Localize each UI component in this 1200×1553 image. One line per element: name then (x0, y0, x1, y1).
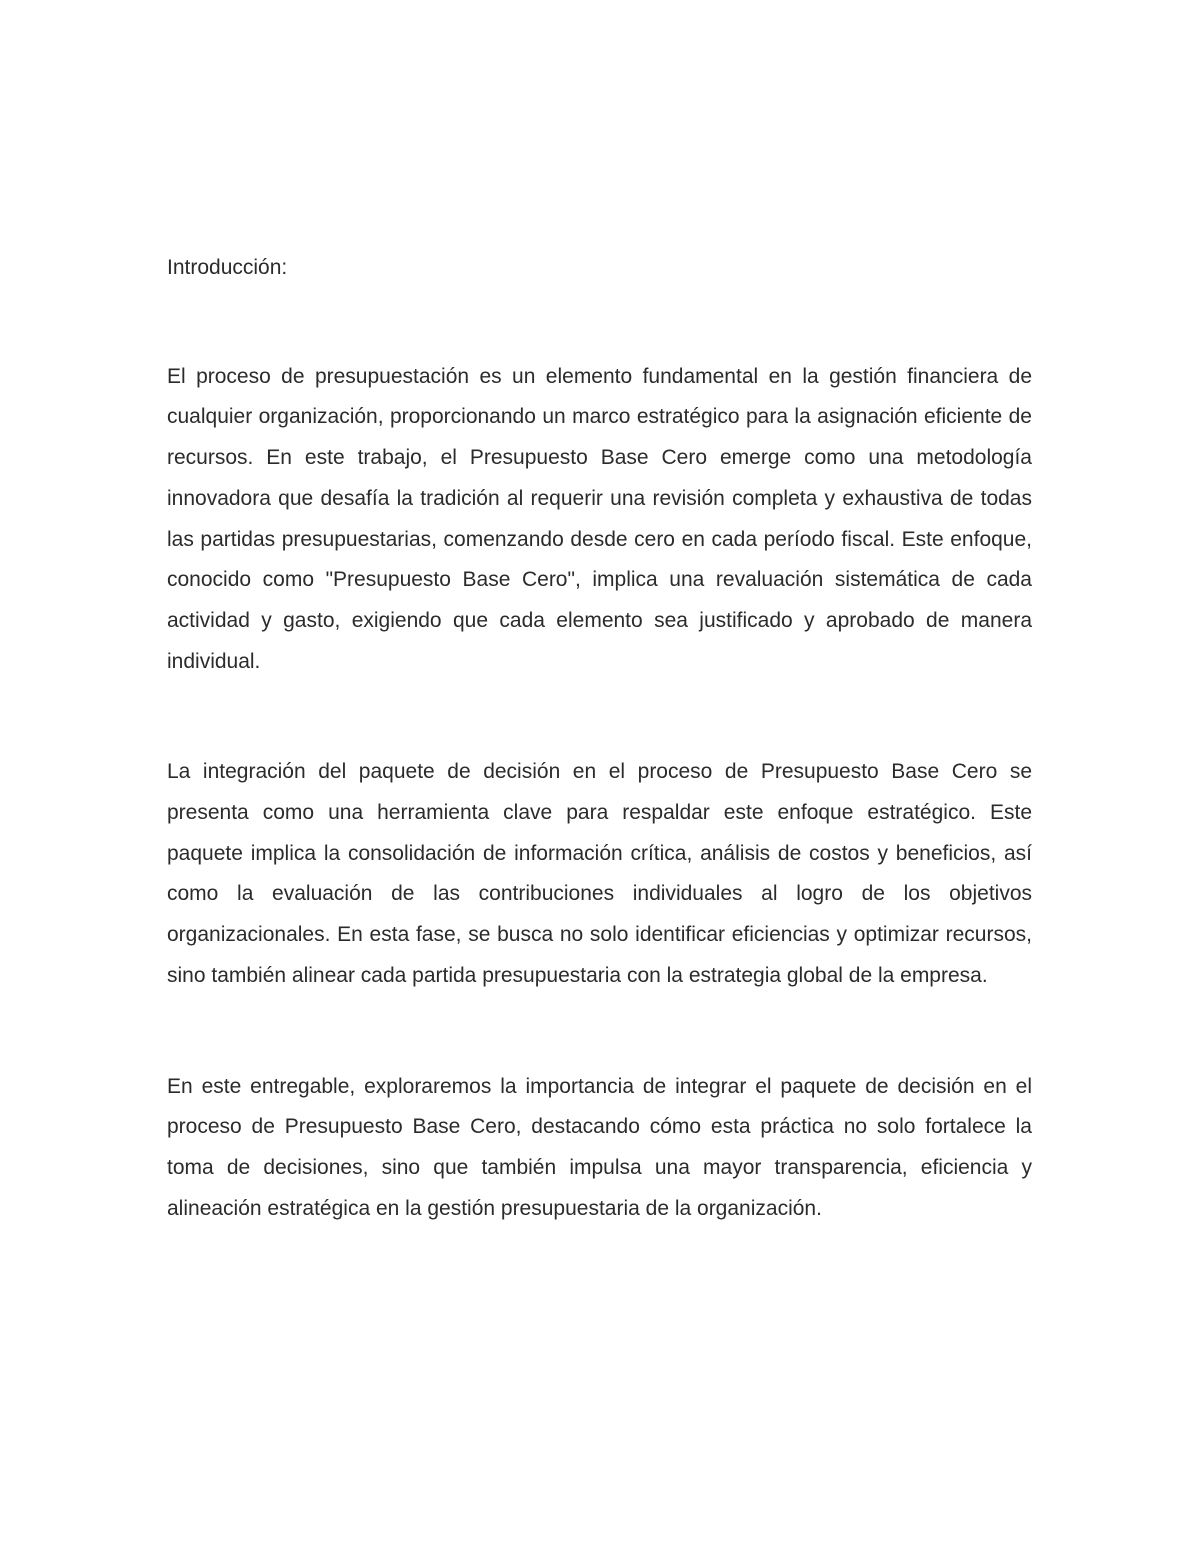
paragraph-deliverable: En este entregable, exploraremos la importancia de integrar el paquete de decisión en el proceso de Presupuesto Base Cero, destacando cómo esta práctica no solo fortalece la toma de decisiones, sino que también impulsa una mayor transparencia, eficiencia y alineación estratégica en la gestión presupuestaria de la organización. (167, 1074, 1032, 1220)
document-body (167, 248, 1032, 1229)
paragraph-intro: El proceso de presupuestación es un elemento fundamental en la gestión financiera de cualquier organización, proporcionando un marco estratégico para la asignación eficiente de recursos. En este trabajo, el Presupuesto Base Cero emerge como una metodología innovadora que desafía la tradición al requerir una revisión completa y exhaustiva de todas las partidas presupuestarias, comenzando desde cero en cada período fiscal. Este enfoque, conocido como "Presupuesto Base Cero", implica una revaluación sistemática de cada actividad y gasto, exigiendo que cada elemento sea justificado y aprobado de manera individual. (167, 364, 1032, 673)
document-heading: Introducción: (167, 256, 288, 279)
paragraph-decision-package: La integración del paquete de decisión en el proceso de Presupuesto Base Cero se presenta como una herramienta clave para respaldar este enfoque estratégico. Este paquete implica la consolidación de información crítica, análisis de costos y beneficios, así como la evaluación de las contribuciones individuales al logro de los objetivos organizacionales. En esta fase, se busca no solo identificar eficiencias y optimizar recursos, sino también alinear cada partida presupuestaria con la estrategia global de la empresa. (167, 760, 1032, 987)
